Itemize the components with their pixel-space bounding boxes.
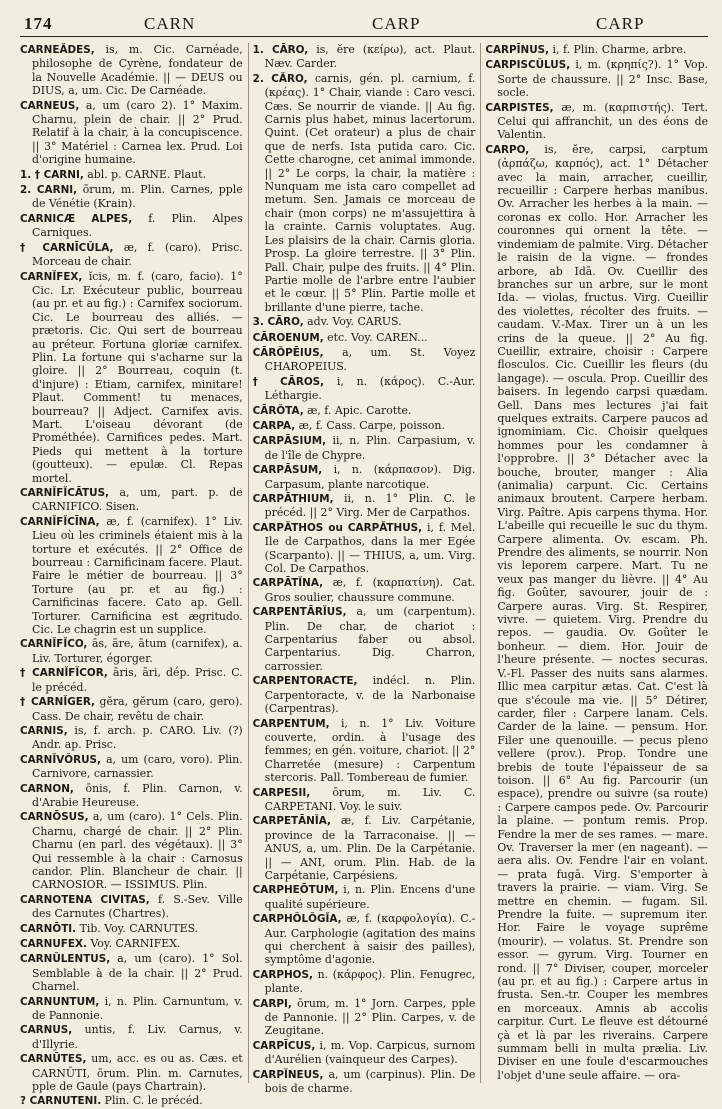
entry-headword: 1. † CARNI, [20, 168, 84, 181]
entry-definition: gĕra, gĕrum (caro, gero). Cass. De chair, revêtu de chair. [32, 695, 243, 723]
entry-definition: i, f. Mel. Ile de Carpathos, dans la mer Egée (Scarpanto). || — THIUS, a, um. Virg. Col. De Carpathos. [264, 520, 476, 576]
dictionary-entry [253, 968, 476, 996]
dictionary-entry [20, 270, 243, 486]
entry-headword: CARPĀTHIUM, [252, 493, 334, 505]
dictionary-entry [20, 995, 243, 1023]
entry-definition: a, um, part. p. de CARNIFICO. Sisen. [32, 486, 243, 514]
entry-definition: i, n. (κάρπασον). Dig. Carpasum, plante narcotique. [264, 463, 476, 491]
entry-definition: Tib. Voy. CARNUTES. [79, 921, 199, 935]
entry-definition: ii, n. 1° Plin. C. le précéd. || 2° Virg. Mer de Carpathos. [264, 492, 476, 520]
entry-headword: CARPENTUM, [252, 717, 330, 730]
dictionary-entry [253, 674, 476, 715]
entry-definition: f. Plin. Alpes Carniques. [32, 211, 243, 240]
entry-headword: CARPESII, [252, 786, 311, 799]
entry-definition: i, f. Plin. Charme, arbre. [552, 43, 687, 56]
entry-headword: CARPHŎLŎGĬA, [252, 913, 342, 926]
entry-headword: CARPHOS, [252, 968, 313, 981]
entry-definition: æ, f. (caro). Prisc. Morceau de chair. [32, 240, 243, 269]
dictionary-entry [253, 404, 476, 418]
entry-definition: a, um (caro). 1° Sol. Semblable à de la chair. || 2° Prud. Charnel. [32, 952, 243, 994]
entry-headword: CARNEĂDES, [20, 44, 95, 56]
entry-definition: um, acc. es ou as. Cæs. et CARNŪTI, ōrum. Plin. m. Carnutes, pple de Gaule (pays Chartrain). [32, 1052, 243, 1094]
dictionary-entry [20, 893, 243, 921]
entry-headword: † CARNĬFĬCOR, [20, 667, 108, 680]
entry-definition: a, um (caro, voro). Plin. Carnivore, carnassier. [32, 752, 243, 781]
entry-definition: æ, m. (καρπιστής). Tert. Celui qui affranchit, un des éons de Valentin. [497, 100, 709, 142]
entry-headword: CĀROENUM, [252, 331, 324, 344]
entry-headword: CARNĬFĬCĀTUS, [20, 487, 110, 499]
entry-headword: CARPO, [485, 143, 530, 156]
entry-definition: ĭcis, m. f. (caro, facio). 1° Cic. Lr. Exécuteur public, bourreau (au pr. et au fig.) : Carnifex sociorum. Cic. Le bourreau des alliés. — prætoris. Cic. Qui sert de bourreau au préteur. Fortuna gloriæ carnifex. Plin. La fortune qui s'acharne sur la gloire. || 2° Bourreau, coquin (t. d'injure) : Etiam, carnifex, minitare! Plaut. Comment! tu menaces, bourreau? || Adject. Carnifex avis. Mart. L'oiseau dévorant (de Prométhée). Carnifices pedes. Mart. Pieds qui mettent à la torture (goutteux). — epulæ. Cl. Repas mortel. [32, 269, 243, 485]
dictionary-entry [20, 724, 243, 752]
column-2 [252, 43, 476, 1096]
entry-headword: CARNOTENA CIVITAS, [20, 893, 150, 906]
entry-definition: is, f. arch. p. CARO. Liv. (?) Andr. ap. Prisc. [32, 723, 243, 752]
entry-definition: Plin. C. le précéd. [104, 1094, 203, 1108]
entry-headword: CARPĬNEUS, [252, 1068, 324, 1081]
entry-definition: Voy. CARNIFEX. [90, 937, 181, 950]
dictionary-entry [253, 814, 476, 882]
entry-definition: a, um (caro 2). 1° Maxim. Charnu, plein de chair. || 2° Prud. Relatif à la chair, à la concupiscence. || 3° Matériel : Carnea lex. Prud. Loi d'origine humaine. [32, 98, 243, 167]
entry-definition: is, ĕre, carpsi, carptum (ἁρπάζω, καρπός), act. 1° Détacher avec la main, arracher, cueillir, recueillir : Carpere herbas manibus. Ov. Arracher les herbes à la main. — coronas ex collo. Hor. Arracher les couronnes qui ornent la tête. — vindemiam de palmite. Virg. Détacher le raisin de la vigne. — frondes arbore, ab Idā. Ov. Cueillir des branches sur un arbre, sur le mont Ida. — violas, fructus. Virg. Cueillir des violettes, récolter des fruits. — caudam. V.-Max. Tirer un à un les crins de la queue. || 2° Au fig. Cueillir, extraire, choisir : Carpere flosculos. Cic. Cueillir les fleurs (du langage). — oscula. Prop. Cueillir des baisers. In legendo carpsi quædam. Gell. Dans mes lectures j'ai fait quelques extraits. Carpere paucos ad ignominiam. Cic. Choisir quelques hommes pour les condamner à l'opprobre. || 3° Détacher avec la bouche, brouter, manger : Alia (animalia) carpunt. Cic. Certains animaux broutent. Carpere herbam. Virg. Paître. Apis carpens thyma. Hor. L'abeille qui recueille le suc du thym. Carpere alimenta. Ov. escam. Ph. Prendre des aliments, se nourrir. Non vis leporem carpere. Mart. Tu ne veux pas manger du lièvre. || 4° Au fig. Goûter, savourer, jouir de : Carpere auras. Virg. St. Respirer, vivre. — quietem. Virg. Prendre du repos. — gaudia. Ov. Goûter le bonheur. — diem. Hor. Jouir de l'heure présente. — noctes securas. V.-Fl. Passer des nuits sans alarmes. Illic mea carpitur ætas. Cat. C'est là que s'écoule ma vie. || 5° Détirer, carder, filer : Carpere lanam. Cels. Carder de la laine. — pensum. Hor. Filer une quenouille. — pecus pleno vellere (prov.). Prop. Tondre une brebis de toute l'épaisseur de sa toison. || 6° Au fig. Parcourir (un espace), prendre ou suivre (sa route) : Carpere campos pede. Ov. Parcourir la plaine. — pontum remis. Prop. Fendre la mer de ses rames. — mare. Ov. Traverser la mer (en nageant). — aera alis. Ov. Fendre l'air en volant. — prata fugā. Virg. S'emporter à travers la prairie. — viam. Virg. Se mettre en chemin. — fugam. Sil. Prendre la fuite. — supremum iter. Hor. Faire le voyage suprême (mourir). — volatus. St. Prendre son essor. — gyrum. Virg. Tourner en rond. || 7° Diviser, couper, morceler (au pr. et au fig.) : Carpere artus in frusta. Sen.-tr. Couper les membres en morceaux. Amnis ab accolis carpitur. Curt. Le fleuve est détourné çà et là par les riverains. Carpere summam belli in multa prælia. Liv. Diviser en une foule d'escarmouches l'objet d'une seule affaire. — ora- [497, 142, 709, 1082]
entry-headword: CARPETĀNĬA, [252, 815, 331, 828]
entry-headword: CARPISCŬLUS, [485, 59, 571, 72]
entry-definition: abl. p. CARNE. Plaut. [87, 167, 206, 181]
dictionary-entry [20, 99, 243, 167]
entry-headword: 2. CĂRO, [252, 72, 308, 85]
dictionary-entry [20, 753, 243, 781]
dictionary-entry [485, 43, 708, 57]
dictionary-entry [20, 43, 243, 98]
entry-headword: CARPHEŌTUM, [252, 884, 339, 897]
entry-definition: i, m. Vop. Carpicus, surnom d'Aurélien (vainqueur des Carpes). [264, 1038, 476, 1067]
column-3 [485, 43, 708, 1083]
entry-definition: æ, f. Liv. Carpétanie, province de la Tarraconaise. || — ANUS, a, um. Plin. De la Carpétanie. || — ANI, orum. Plin. Hab. de la Carpétanie, Carpésiens. [264, 814, 476, 882]
columns [20, 43, 709, 1108]
entry-headword: CARPENTĀRĬUS, [252, 606, 347, 619]
left-running-title: CARN [144, 14, 196, 33]
entry-definition: n. (κάρφος). Plin. Fenugrec, plante. [264, 967, 476, 996]
column-1 [20, 43, 243, 1108]
dictionary-entry [20, 952, 243, 993]
dictionary-entry [485, 58, 708, 99]
dictionary-entry [253, 463, 476, 491]
dictionary-entry [20, 1094, 243, 1108]
entry-headword: CARPĪCUS, [252, 1039, 316, 1052]
entry-headword: CĀRŎPĒIUS, [252, 346, 324, 359]
entry-definition: a, um (carpentum). Plin. De char, de chariot : Carpentarius faber ou absol. Carpentarius. Dig. Charron, carrossier. [264, 605, 476, 673]
dictionary-entry [253, 912, 476, 967]
dictionary-entry [253, 375, 476, 403]
entry-headword: CARNĬVŎRUS, [20, 753, 101, 766]
entry-headword: CARNEUS, [20, 99, 80, 112]
entry-headword: CARNUS, [20, 1024, 73, 1037]
entry-headword: CARPENTORACTE, [252, 675, 358, 688]
entry-headword: CARNŌSUS, [20, 811, 89, 824]
dictionary-entry [253, 43, 476, 71]
dictionary-entry [253, 315, 476, 329]
entry-definition: i, m. (κρηπίς?). 1° Vop. Sorte de chaussure. || 2° Insc. Base, socle. [497, 58, 709, 100]
entry-headword: CARNĬFĬCO, [20, 638, 88, 651]
entry-definition: æ, f. Cass. Carpe, poisson. [298, 418, 445, 432]
dictionary-entry [20, 241, 243, 269]
entry-headword: 1. CĀRO, [252, 44, 309, 56]
page-number: 174 [24, 14, 53, 33]
entry-headword: CARNŬLENTUS, [20, 953, 111, 966]
dictionary-entry [253, 883, 476, 911]
dictionary-entry [20, 515, 243, 637]
entry-headword: CARNŌTI. [20, 922, 77, 935]
dictionary-entry [20, 810, 243, 891]
entry-definition: i, n. Plin. Encens d'une qualité supérieure. [264, 883, 476, 911]
dictionary-entry [253, 605, 476, 673]
entry-headword: CARPA, [252, 419, 296, 432]
entry-headword: CARNIS, [20, 724, 68, 737]
entry-definition: ōrum, m. 1° Jorn. Carpes, pple de Pannonie. || 2° Plin. Carpes, v. de Zeugitane. [264, 996, 476, 1038]
dictionary-entry [20, 486, 243, 514]
entry-definition: āris, āri, dép. Prisc. C. le précéd. [32, 666, 243, 694]
entry-definition: indécl. n. Plin. Carpentoracte, v. de la Narbonaise (Carpentras). [264, 674, 476, 716]
entry-headword: CARNĬFEX, [20, 270, 83, 283]
entry-headword: † CARNĬGER, [20, 696, 95, 709]
dictionary-entry [253, 997, 476, 1038]
entry-definition: f. S.-Sev. Ville des Carnutes (Chartres). [32, 892, 243, 921]
dictionary-entry [253, 346, 476, 374]
entry-headword: 3. CĀRO, [252, 316, 304, 329]
entry-definition: ii, n. Plin. Carpasium, v. de l'île de Chypre. [264, 434, 476, 462]
entry-definition: is, ĕre (κείρω), act. Plaut. Næv. Carder. [264, 43, 476, 71]
dictionary-entry [253, 717, 476, 785]
entry-headword: CARNUNTUM, [20, 995, 100, 1008]
entry-headword: CARPĂTHOS ou CARPĂTHUS, [252, 521, 423, 534]
entry-headword: CARPĪNUS, [485, 44, 550, 56]
entry-headword: † CARNĪCŬLA, [20, 241, 114, 254]
entry-headword: CARNĬFĬCĪNA, [20, 515, 100, 528]
entry-definition: ās, āre, ātum (carnifex), a. Liv. Torturer, égorger. [32, 637, 243, 665]
entry-definition: carnis, gén. pl. carnium, f. (κρέας). 1° Chair, viande : Caro vesci. Cæs. Se nourrir de viande. || Au fig. Carnis plus habet, minus lacertorum. Quint. (Cet orateur) a plus de chair que de nerfs. Ista putida caro. Cic. Cette charogne, cet animal immonde. || 2° Le corps, la chair, la matière : Nunquam me ista caro compellet ad metum. Sen. Jamais ce morceau de chair (mon corps) ne m'assujettira à la crainte. Carnis voluptates. Aug. Les plaisirs de la chair. Carnis gloria. Prosp. La gloire terrestre. || 3° Plin. Pall. Chair, pulpe des fruits. || 4° Plin. Partie molle de l'arbre entre l'aubier et le cœur. || 5° Plin. Partie molle et brillante d'une pierre, tache. [264, 71, 476, 314]
entry-definition: is, m. Cic. Carnéade, philosophe de Cyrène, fondateur de la Nouvelle Académie. || — DEUS ou DIUS, a, um. Cic. De Carnéade. [32, 43, 243, 98]
entry-headword: CARPĀSUM, [252, 464, 323, 477]
center-running-title: CARP [372, 14, 421, 33]
entry-headword: CARNICÆ ALPES, [20, 212, 133, 225]
entry-definition: untis, f. Liv. Carnus, v. d'Illyrie. [32, 1023, 243, 1051]
entry-definition: adv. Voy. CARUS. [307, 315, 402, 329]
right-running-title: CARP [596, 14, 645, 33]
dictionary-entry [20, 1023, 243, 1051]
entry-headword: CARNON, [20, 782, 74, 795]
entry-headword: CĀRŎTA, [252, 404, 304, 417]
entry-definition: ōrum, m. Plin. Carnes, pple de Vénétie (Krain). [32, 183, 243, 211]
dictionary-entry [20, 183, 243, 211]
entry-definition: ōnis, f. Plin. Carnon, v. d'Arabie Heureuse. [32, 781, 243, 809]
entry-headword: † CĀROS, [252, 375, 325, 388]
dictionary-entry [253, 1039, 476, 1067]
dictionary-entry [20, 695, 243, 723]
dictionary-entry [253, 576, 476, 604]
entry-headword: CARPĀSIUM, [252, 435, 327, 448]
entry-headword: CARPI, [252, 997, 292, 1010]
dictionary-entry [253, 331, 476, 345]
entry-headword: 2. CARNI, [20, 184, 78, 197]
entry-definition: a, um (caro). 1° Cels. Plin. Charnu, chargé de chair. || 2° Plin. Charnu (en parl. des végétaux). || 3° Qui ressemble à la chair : Carnosus candor. Plin. Blancheur de chair. || CARNOSIOR. — ISSIMUS. Plin. [32, 810, 243, 892]
entry-definition: i, n. (κάρος). C.-Aur. Léthargie. [264, 374, 476, 403]
dictionary-entry [20, 666, 243, 694]
entry-definition: etc. Voy. CAREN... [327, 330, 428, 344]
entry-headword: CARNŪTES, [20, 1053, 87, 1066]
dictionary-entry [253, 72, 476, 314]
dictionary-entry [20, 637, 243, 665]
entry-headword: ? CARNUTENI. [20, 1095, 102, 1108]
entry-definition: ōrum, m. Liv. C. CARPETANI. Voy. le suiv. [264, 785, 476, 813]
dictionary-entry [253, 1068, 476, 1096]
entry-definition: i, n. Plin. Carnuntum, v. de Pannonie. [32, 994, 243, 1023]
dictionary-entry [20, 782, 243, 810]
dictionary-entry [253, 434, 476, 462]
entry-headword: CARPISTES, [485, 101, 554, 114]
dictionary-entry [20, 922, 243, 936]
entry-definition: æ, f. (carnifex). 1° Liv. Lieu où les criminels étaient mis à la torture et exécutés. || 2° Office de bourreau : Carnificinam facere. Plaut. Faire le métier de bourreau. || 3° Torture (au pr. et au fig.) : Carnificinas facere. Cato ap. Gell. Torturer. Carnificina est ægritudo. Cic. Le chagrin est un supplice. [32, 514, 243, 637]
dictionary-entry [253, 786, 476, 814]
dictionary-entry [485, 101, 708, 142]
dictionary-entry [253, 419, 476, 433]
dictionary-entry [20, 168, 243, 182]
entry-definition: æ, f. (καρπατίνη). Cat. Gros soulier, chaussure commune. [264, 576, 476, 604]
dictionary-entry [485, 143, 708, 1082]
dictionary-entry [20, 1052, 243, 1093]
dictionary-entry [20, 937, 243, 951]
entry-definition: æ, f. (καρφολογία). C.-Aur. Carphologie (agitation des mains qui cherchent à saisir des pailles), symptôme d'agonie. [264, 912, 476, 967]
entry-definition: i, n. 1° Liv. Voiture couverte, ordin. à l'usage des femmes; en gén. voiture, chariot. || 2° Charretée (mesure) : Carpentum stercoris. Pall. Tombereau de fumier. [264, 716, 476, 785]
entry-definition: a, um (carpinus). Plin. De bois de charme. [264, 1067, 476, 1096]
entry-definition: a, um. St. Voyez CHAROPEIUS. [264, 345, 476, 374]
entry-definition: æ, f. Apic. Carotte. [307, 403, 412, 417]
dictionary-entry [253, 521, 476, 576]
running-header [20, 12, 708, 37]
entry-headword: CARNUFEX. [20, 938, 87, 950]
dictionary-entry [20, 212, 243, 240]
dictionary-entry [253, 492, 476, 520]
entry-headword: CARPĀTĬNA, [252, 577, 324, 590]
